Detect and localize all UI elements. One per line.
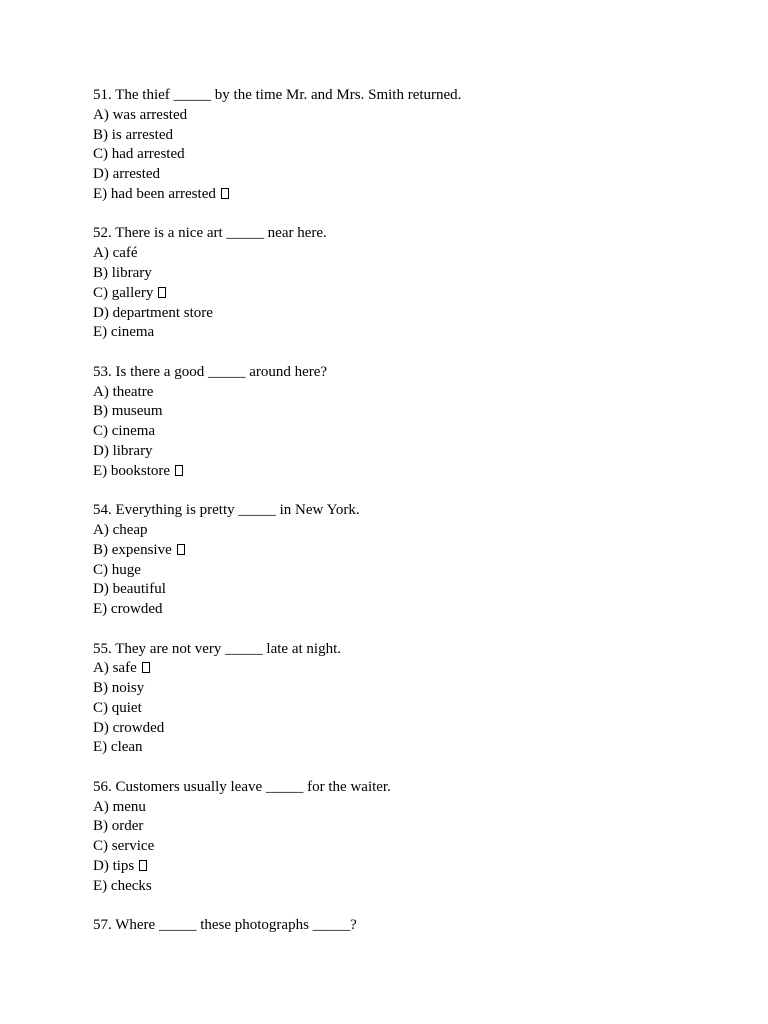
question-stem: 56. Customers usually leave _____ for the waiter. xyxy=(93,778,391,795)
question-block xyxy=(93,778,713,897)
question-block xyxy=(93,916,713,936)
answer-option-text: D) library xyxy=(93,442,153,459)
answer-option-text: C) quiet xyxy=(93,699,142,716)
answer-option xyxy=(93,383,713,403)
question-stem: 51. The thief _____ by the time Mr. and Mrs. Smith returned. xyxy=(93,87,462,103)
answer-option xyxy=(93,541,713,561)
answer-option-text: B) noisy xyxy=(93,680,145,697)
answer-option xyxy=(93,442,713,462)
question-stem: 53. Is there a good _____ around here? xyxy=(93,363,328,380)
answer-option xyxy=(93,679,713,699)
question-block xyxy=(93,224,713,343)
correct-answer-box-icon xyxy=(175,465,183,476)
question-block xyxy=(93,86,713,205)
answer-option-text: E) checks xyxy=(93,877,152,894)
answer-option-text: A) theatre xyxy=(93,383,154,400)
answer-option xyxy=(93,798,713,818)
answer-option xyxy=(93,402,713,422)
answer-option-text: A) menu xyxy=(93,798,146,815)
answer-option xyxy=(93,106,713,126)
answer-option xyxy=(93,837,713,857)
correct-answer-box-icon xyxy=(221,188,229,199)
question-stem: 52. There is a nice art _____ near here. xyxy=(93,225,327,242)
question-stem: 57. Where _____ these photographs _____? xyxy=(93,917,357,934)
answer-option-text: E) bookstore xyxy=(93,462,171,479)
answer-option-text: D) arrested xyxy=(93,166,161,183)
answer-option xyxy=(93,857,713,877)
answer-option-text: B) expensive xyxy=(93,541,172,558)
answer-option xyxy=(93,659,713,679)
answer-option xyxy=(93,244,713,264)
correct-answer-box-icon xyxy=(158,287,166,298)
answer-option-text: D) tips xyxy=(93,858,135,875)
answer-option-text: A) café xyxy=(93,245,138,262)
answer-option xyxy=(93,600,713,620)
answer-option xyxy=(93,877,713,897)
answer-option-text: A) was arrested xyxy=(93,106,188,123)
answer-option xyxy=(93,817,713,837)
question-block xyxy=(93,363,713,482)
correct-answer-box-icon xyxy=(142,662,150,673)
answer-option xyxy=(93,699,713,719)
answer-option-text: D) department store xyxy=(93,304,213,321)
correct-answer-box-icon xyxy=(139,860,147,871)
answer-option-text: E) had been arrested xyxy=(93,185,216,202)
question-stem: 55. They are not very _____ late at night. xyxy=(93,640,341,657)
answer-option xyxy=(93,304,713,324)
answer-option-text: C) gallery xyxy=(93,284,154,301)
answer-option-text: C) huge xyxy=(93,561,141,578)
answer-option xyxy=(93,323,713,343)
quiz-document xyxy=(93,86,713,956)
answer-option xyxy=(93,185,713,205)
answer-option xyxy=(93,521,713,541)
answer-option xyxy=(93,462,713,482)
answer-option xyxy=(93,165,713,185)
correct-answer-box-icon xyxy=(177,544,185,555)
answer-option-text: B) is arrested xyxy=(93,126,173,143)
answer-option xyxy=(93,580,713,600)
answer-option xyxy=(93,126,713,146)
question-block xyxy=(93,640,713,759)
answer-option-text: D) crowded xyxy=(93,719,165,736)
answer-option-text: E) cinema xyxy=(93,324,155,341)
answer-option-text: C) cinema xyxy=(93,423,156,440)
answer-option-text: A) safe xyxy=(93,660,137,677)
answer-option xyxy=(93,561,713,581)
answer-option-text: B) library xyxy=(93,264,152,281)
answer-option xyxy=(93,422,713,442)
answer-option xyxy=(93,738,713,758)
answer-option xyxy=(93,719,713,739)
question-block xyxy=(93,501,713,620)
answer-option-text: E) clean xyxy=(93,739,143,756)
question-stem: 54. Everything is pretty _____ in New York. xyxy=(93,502,360,519)
answer-option-text: C) service xyxy=(93,838,155,855)
answer-option-text: D) beautiful xyxy=(93,581,166,598)
answer-option-text: C) had arrested xyxy=(93,146,185,163)
answer-option xyxy=(93,145,713,165)
answer-option xyxy=(93,264,713,284)
answer-option xyxy=(93,284,713,304)
answer-option-text: B) order xyxy=(93,818,144,835)
answer-option-text: E) crowded xyxy=(93,601,163,618)
answer-option-text: B) museum xyxy=(93,403,163,420)
question-list xyxy=(93,86,713,936)
answer-option-text: A) cheap xyxy=(93,521,148,538)
